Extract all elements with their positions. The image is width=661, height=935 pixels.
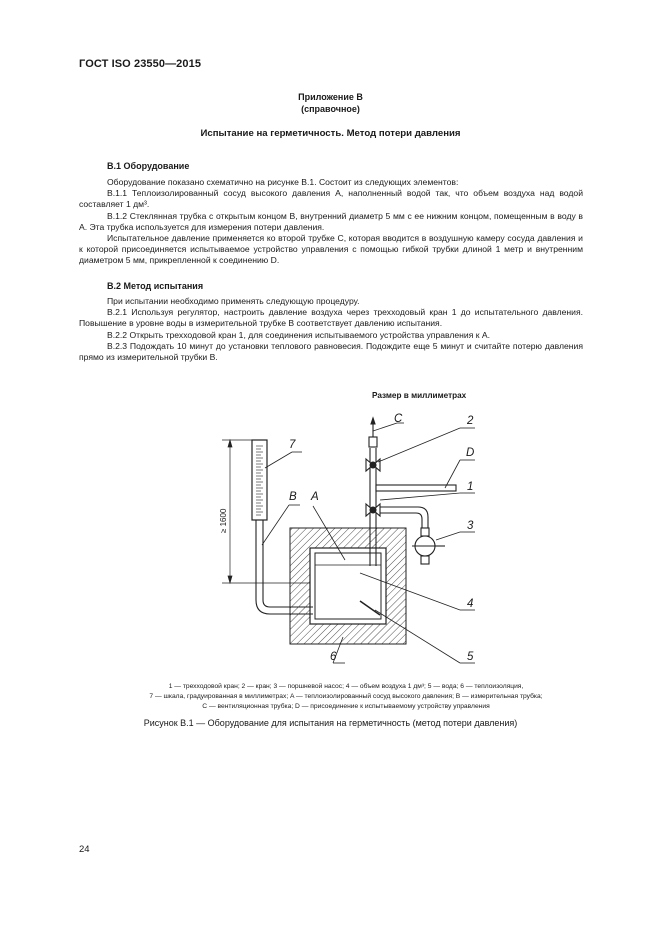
graduated-scale <box>252 440 267 520</box>
label-3: 3 <box>467 520 474 532</box>
three-way-valve-icon <box>366 504 380 516</box>
paragraph: В.2.2 Открыть трехходовой кран 1, для соединения испытываемого устройства управления к A. <box>107 329 491 340</box>
valve-icon <box>366 459 380 471</box>
annex-subtitle: (справочное) <box>301 104 360 114</box>
paragraph: При испытании необходимо применять следующую процедуру. <box>107 296 360 306</box>
label-5: 5 <box>467 651 474 663</box>
connection-d <box>376 485 456 491</box>
section-heading-method: В.2 Метод испытания <box>107 281 204 291</box>
label-4: 4 <box>467 598 474 610</box>
label-c: C <box>394 413 403 425</box>
label-a: A <box>311 491 319 503</box>
label-7: 7 <box>289 439 296 451</box>
paragraph: В.2.3 Подождать 10 минут до установки теплового равновесия. Подождите еще 5 минут и считайте потерю давления прямо из измерительной трубки B. <box>79 340 583 363</box>
figure-caption: Рисунок В.1 — Оборудование для испытания на герметичность (метод потери давления) <box>143 718 518 728</box>
figure-legend <box>86 682 606 713</box>
legend-line: 1 — трехходовой кран; 2 — кран; 3 — поршневой насос; 4 — объем воздуха 1 дм³; 5 — вода; 6 — теплоизоляция, <box>168 683 524 690</box>
page-number: 24 <box>79 844 90 855</box>
section-heading-equipment: В.1 Оборудование <box>107 161 190 171</box>
paragraph: В.1.2 Стеклянная трубка с открытым концом B, внутренний диаметр 5 мм с ее нижним концом, помещенным в воду в A. Эта трубка используется для измерения потери давления. <box>79 210 583 232</box>
label-2: 2 <box>467 415 474 427</box>
label-6: 6 <box>330 651 337 663</box>
pump-connection <box>380 507 428 528</box>
label-b: B <box>289 491 297 503</box>
paragraph: Испытательное давление применяется ко второй трубке C, которая вводится в воздушную камеру сосуда давления и к которой присоединяется испытываемое устройство управления с помощью гибкой трубки длиной 1 метр и внутренним диаметром 5 мм, прикрепленной к соединению D. <box>79 233 583 266</box>
paragraph: В.1.1 Теплоизолированный сосуд высокого давления A, наполненный водой так, что объем воздуха над водой составляет 1 дм³. <box>79 188 583 210</box>
legend-line: C — вентиляционная трубка; D — присоединение к испытываемому устройству управления <box>202 703 490 711</box>
annex-title: Приложение В <box>298 92 363 102</box>
annex-heading: Испытание на герметичность. Метод потери давления <box>200 128 461 139</box>
document-header: ГОСТ ISO 23550—2015 <box>79 58 202 70</box>
label-d: D <box>466 447 475 459</box>
paragraph: Оборудование показано схематично на рисунке В.1. Состоит из следующих элементов: <box>107 177 459 187</box>
pressure-vessel <box>310 548 386 624</box>
legend-line: 7 — шкала, градуированная в миллиметрах; A — теплоизолированный сосуд высокого давления; B — измерительная трубка; <box>149 693 543 701</box>
figure-scale-note: Размер в миллиметрах <box>372 391 467 400</box>
dimension-value: ≥ 1600 <box>219 508 228 533</box>
paragraph: В.2.1 Используя регулятор, настроить давление воздуха через трехходовый кран 1 до испытательного давления. Повышение в уровне воды в измерительной трубке B соответствует давлению испытания. <box>79 307 583 329</box>
label-1: 1 <box>467 481 474 493</box>
piston-pump-icon <box>412 528 445 564</box>
